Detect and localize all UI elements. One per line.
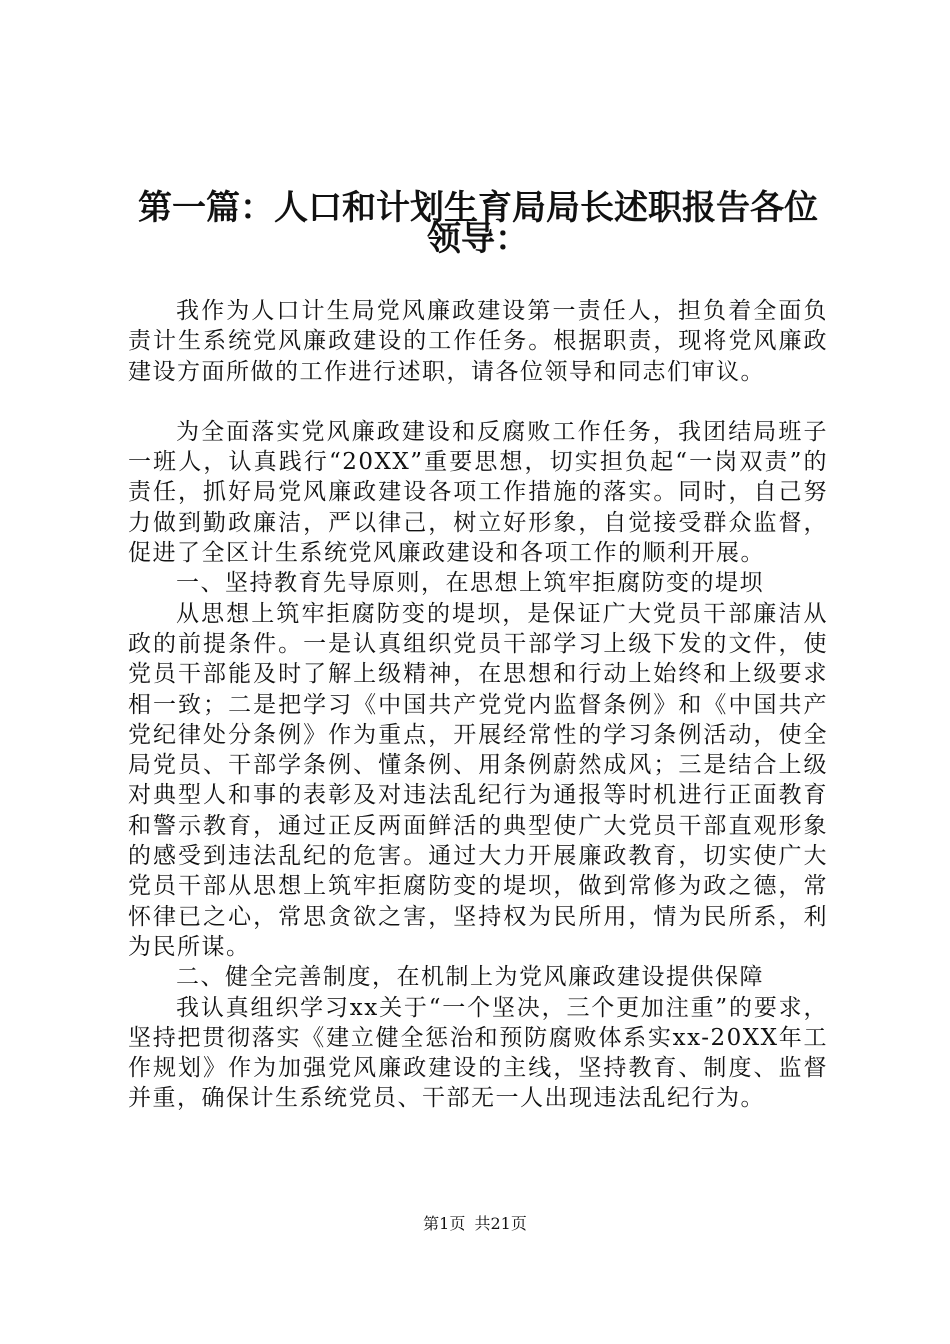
page-number: 第1页 bbox=[423, 1214, 466, 1233]
document-title-line1: 第一篇：人口和计划生育局局长述职报告各位 bbox=[138, 188, 818, 228]
paragraph-gap bbox=[128, 387, 828, 417]
document-body bbox=[128, 296, 828, 1114]
page-footer bbox=[0, 1214, 950, 1234]
paragraph-overview: 为全面落实党风廉政建设和反腐败工作任务，我团结局班子一班人，认真践行“20XX”重要思想，切实担负起“一岗双责”的责任，抓好局党风廉政建设各项工作措施的落实。同时，自己努力做到勤政廉洁，严以律己，树立好形象，自觉接受群众监督，促进了全区计生系统党风廉政建设和各项工作的顺利开展。 bbox=[128, 418, 828, 567]
paragraph-section-1: 从思想上筑牢拒腐防变的堤坝，是保证广大党员干部廉洁从政的前提条件。一是认真组织党员干部学习上级下发的文件，使党员干部能及时了解上级精神，在思想和行动上始终和上级要求相一致；二是把学习《中国共产党党内监督条例》和《中国共产党纪律处分条例》作为重点，开展经常性的学习条例活动，使全局党员、干部学条例、懂条例、用条例蔚然成风；三是结合上级对典型人和事的表彰及对违法乱纪行为通报等时机进行正面教育和警示教育，通过正反两面鲜活的典型使广大党员干部直观形象的感受到违法乱纪的危害。通过大力开展廉政教育，切实使广大党员干部从思想上筑牢拒腐防变的堤坝，做到常修为政之德，常怀律已之心，常思贪欲之害，坚持权为民所用，情为民所系，利为民所谋。 bbox=[128, 600, 828, 960]
paragraph-section-2: 我认真组织学习xx关于“一个坚决，三个更加注重”的要求，坚持把贯彻落实《建立健全惩治和预防腐败体系实xx-20XX年工作规划》作为加强党风廉政建设的主线，坚持教育、制度、监督并重，确保计生系统党员、干部无一人出现违法乱纪行为。 bbox=[128, 994, 828, 1112]
page-total: 共21页 bbox=[474, 1214, 527, 1233]
section-heading-2: 二、健全完善制度，在机制上为党风廉政建设提供保障 bbox=[176, 964, 764, 991]
document-title-line2: 领导： bbox=[427, 219, 529, 259]
paragraph-intro: 我作为人口计生局党风廉政建设第一责任人，担负着全面负责计生系统党风廉政建设的工作任务。根据职责，现将党风廉政建设方面所做的工作进行述职，请各位领导和同志们审议。 bbox=[128, 298, 828, 385]
section-heading-1: 一、坚持教育先导原则，在思想上筑牢拒腐防变的堤坝 bbox=[176, 570, 764, 597]
